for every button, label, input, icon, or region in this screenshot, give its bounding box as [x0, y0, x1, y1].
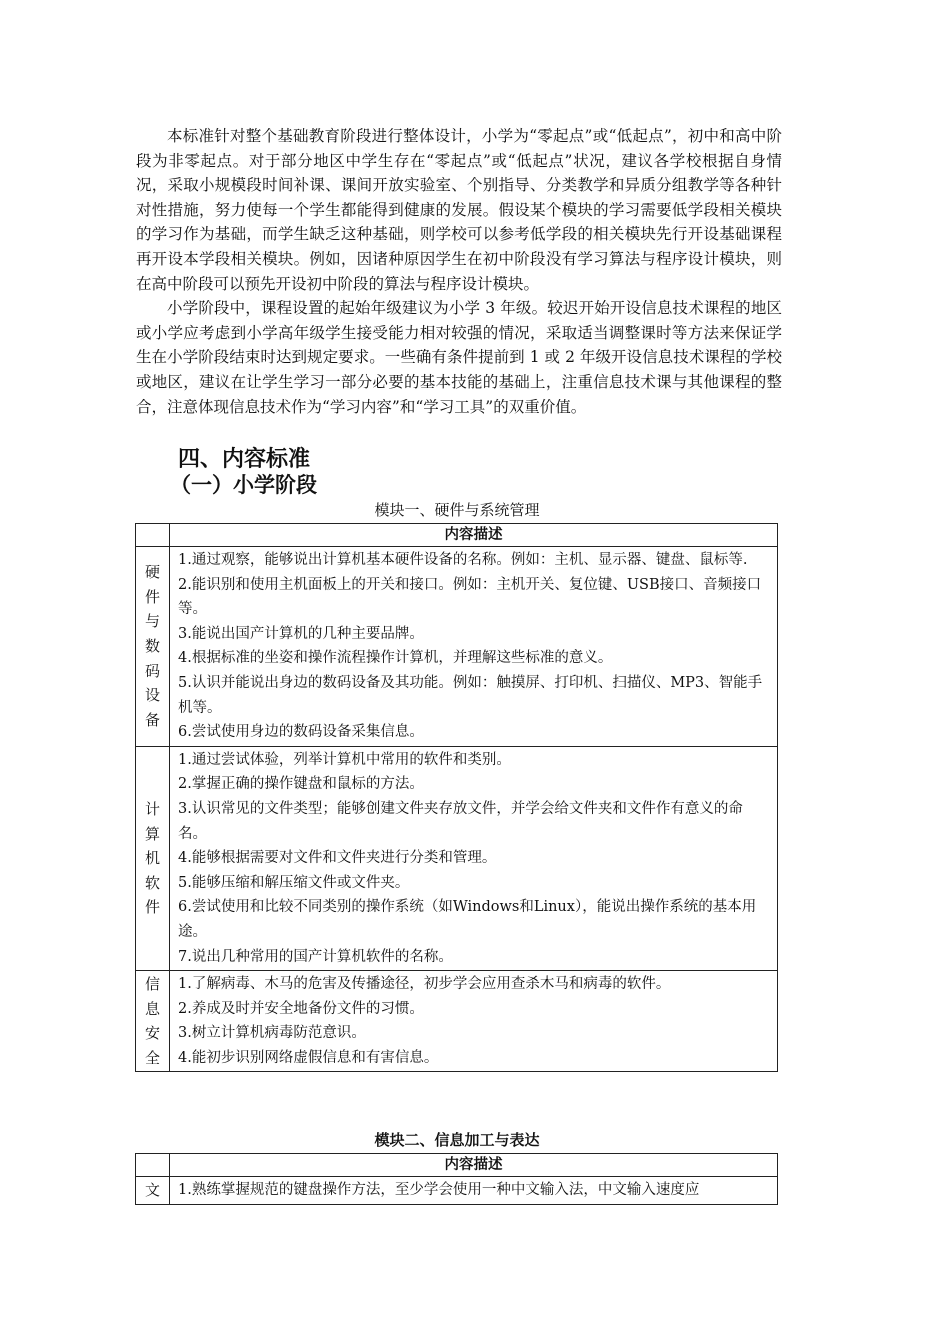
- list-item: 1.通过观察，能够说出计算机基本硬件设备的名称。例如：主机、显示器、键盘、鼠标等.: [178, 552, 748, 568]
- list-item: 3.认识常见的文件类型；能够创建文件夹存放文件，并学会给文件夹和文件作有意义的命名。: [178, 800, 743, 842]
- table-header-row: [136, 1154, 778, 1177]
- group-label: 硬件与数码设备: [144, 563, 160, 729]
- table-row: [136, 547, 778, 747]
- content-header-cell: 内容描述: [170, 524, 778, 547]
- list-item: 6.尝试使用身边的数码设备采集信息。: [178, 724, 424, 741]
- list-item: 5.能够压缩和解压缩文件或文件夹。: [178, 874, 410, 891]
- list-item: 4.能够根据需要对文件和文件夹进行分类和管理。: [178, 850, 497, 867]
- header-blank-cell: [136, 524, 170, 547]
- list-item: 2.养成及时并安全地备份文件的习惯。: [178, 1000, 424, 1017]
- list-item: 2.能识别和使用主机面板上的开关和接口。例如：主机开关、复位键、USB接口、音频接口等。: [178, 576, 762, 618]
- table-row: [136, 1177, 778, 1205]
- group-items-cell: [170, 547, 778, 747]
- intro-paragraph-1: 本标准针对整个基础教育阶段进行整体设计，小学为“零起点”或“低起点”，初中和高中阶段为非零起点。对于部分地区中学生存在“零起点”或“低起点”状况，建议各学校根据自身情况，采取小规模段时间补课、课间开放实验室、个别指导、分类教学和异质分组教学等各种针对性措施，努力使每一个学生都能得到健康的发展。假设某个模块的学习需要低学段相关模块的学习作为基础，而学生缺乏这种基础，则学校可以参考低学段的相关模块先行开设基础课程再开设本学段相关模块。例如，因诸种原因学生在初中阶段没有学习算法与程序设计模块，则在高中阶段可以预先开设初中阶段的算法与程序设计模块。: [136, 127, 782, 293]
- module2-caption: 模块二、信息加工与表达: [374, 1131, 540, 1149]
- group-label: 计算机软件: [144, 799, 160, 917]
- list-item: 1.熟练掌握规范的键盘操作方法，至少学会使用一种中文输入法，中文输入速度应: [178, 1182, 700, 1198]
- group-label-cell: [136, 971, 170, 1072]
- table-row: [136, 746, 778, 970]
- group-label-cell: [136, 1177, 170, 1205]
- list-item: 5.认识并能说出身边的数码设备及其功能。例如：触摸屏、打印机、扫描仪、MP3、智能手机等。: [178, 674, 763, 716]
- module1-table: [135, 523, 778, 1072]
- module1-caption: 模块一、硬件与系统管理: [374, 501, 540, 519]
- list-item: 6.尝试使用和比较不同类别的操作系统（如Windows和Linux），能说出操作系统的基本用途。: [178, 899, 757, 940]
- group-label-cell: [136, 746, 170, 970]
- list-item: 1.通过尝试体验，列举计算机中常用的软件和类别。: [178, 751, 511, 768]
- subsection-heading: （一）小学阶段: [170, 473, 317, 497]
- intro-text: [136, 124, 782, 419]
- list-item: 7.说出几种常用的国产计算机软件的名称。: [178, 948, 453, 965]
- content-header-cell: 内容描述: [170, 1154, 778, 1177]
- group-label: 信息安全: [144, 975, 160, 1067]
- list-item: 2.掌握正确的操作键盘和鼠标的方法。: [178, 776, 424, 793]
- table-header-row: [136, 524, 778, 547]
- list-item: 4.能初步识别网络虚假信息和有害信息。: [178, 1049, 439, 1066]
- group-items-cell: [170, 1177, 778, 1205]
- group-label: 文: [144, 1181, 160, 1199]
- list-item: 3.树立计算机病毒防范意识。: [178, 1025, 366, 1042]
- list-item: 1.了解病毒、木马的危害及传播途径，初步学会应用查杀木马和病毒的软件。: [178, 976, 671, 993]
- group-items-cell: [170, 746, 778, 970]
- module2-table: [135, 1153, 778, 1205]
- group-label-cell: [136, 547, 170, 747]
- header-blank-cell: [136, 1154, 170, 1177]
- group-items-cell: [170, 971, 778, 1072]
- table-row: [136, 971, 778, 1072]
- list-item: 4.根据标准的坐姿和操作流程操作计算机，并理解这些标准的意义。: [178, 650, 613, 667]
- section-heading: 四、内容标准: [178, 447, 311, 472]
- intro-paragraph-2: 小学阶段中，课程设置的起始年级建议为小学 3 年级。较迟开始开设信息技术课程的地区或小学应考虑到小学高年级学生接受能力相对较强的情况，采取适当调整课时等方法来保证学生在小学阶段结束时达到规定要求。一些确有条件提前到 1 或 2 年级开设信息技术课程的学校或地区，建议在让学生学习一部分必要的基本技能的基础上，注重信息技术课与其他课程的整合，注意体现信息技术作为“学习内容”和“学习工具”的双重价值。: [136, 299, 782, 416]
- list-item: 3.能说出国产计算机的几种主要品牌。: [178, 625, 424, 642]
